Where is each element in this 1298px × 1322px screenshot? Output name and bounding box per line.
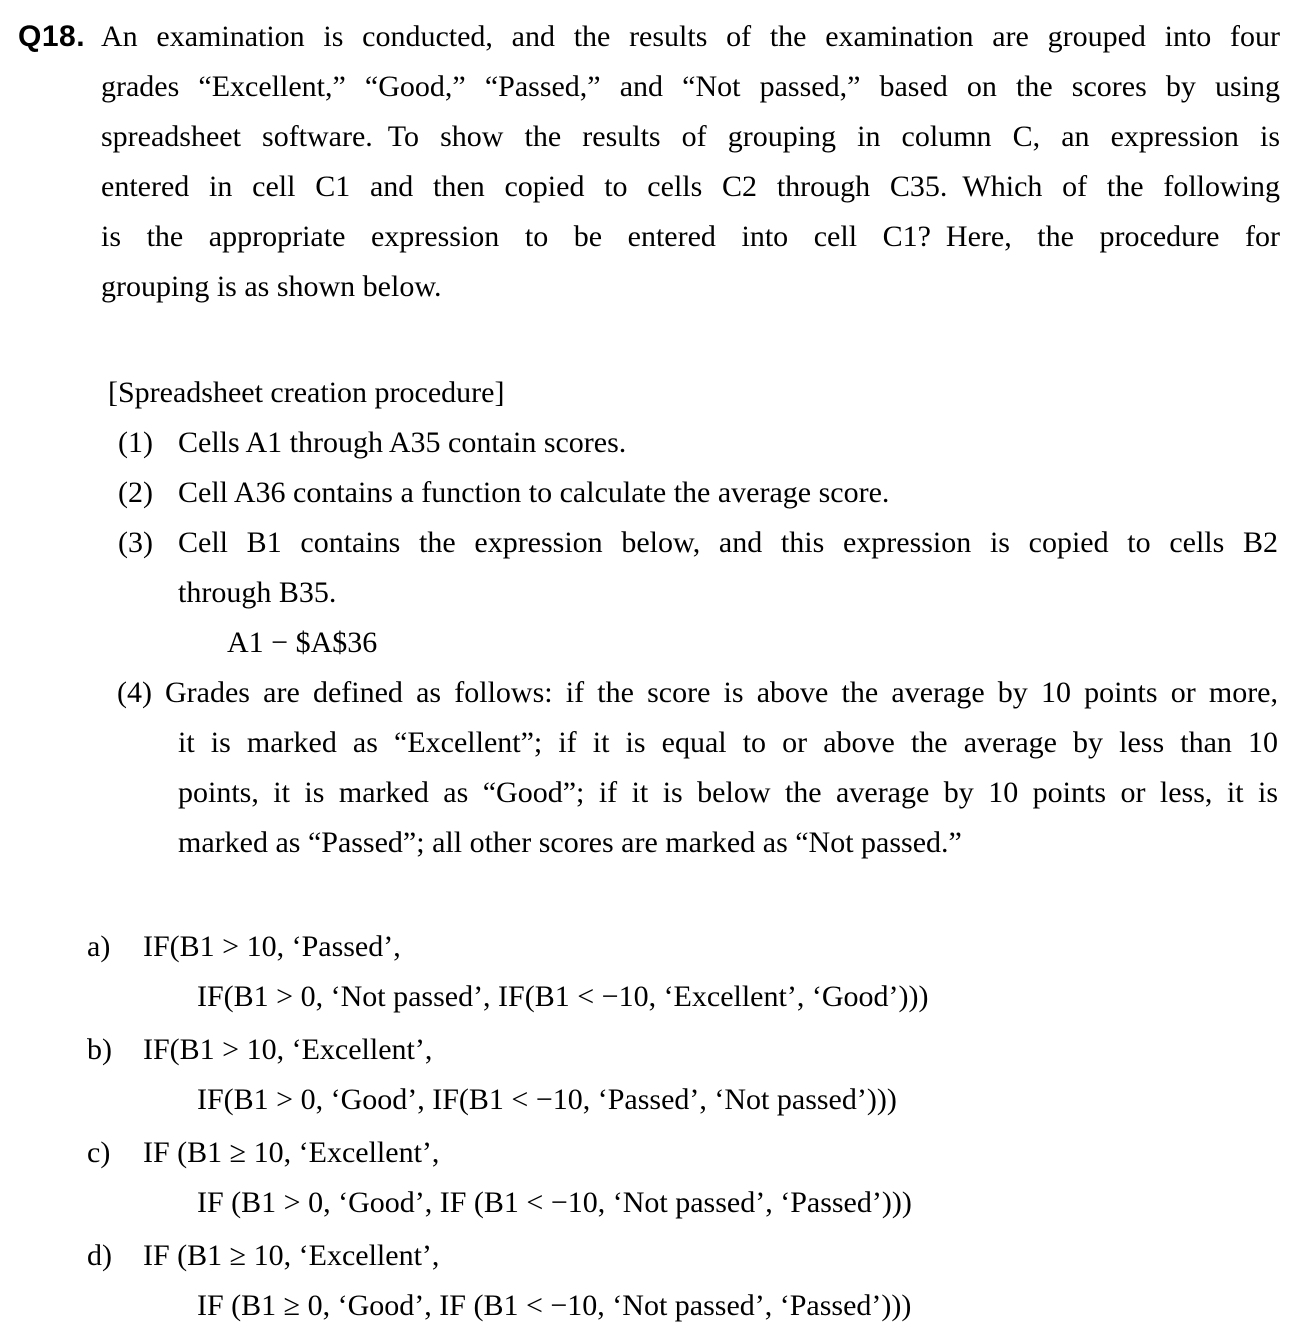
option-expression: IF (B1 ≥ 10, ‘Excellent’,	[143, 1239, 440, 1272]
procedure-heading: [Spreadsheet creation procedure]	[108, 376, 505, 409]
step-line: points, it is marked as “Good”; if it is below the average by 10 points or less, it is	[178, 776, 1278, 809]
step-number: (3)	[118, 526, 153, 559]
answer-option-a	[87, 922, 1298, 1022]
option-line: IF(B1 > 0, ‘Good’, IF(B1 < −10, ‘Passed’, ‘Not passed’)))	[197, 1083, 897, 1116]
step-text: Cell B1 contains the expression below, and this expression is copied to cells B2	[178, 526, 1278, 559]
option-line	[87, 922, 1298, 972]
option-label: b)	[87, 1033, 112, 1066]
question-line: An examination is conducted, and the results of the examination are grouped into four	[101, 20, 1280, 53]
option-expression: IF(B1 > 10, ‘Excellent’,	[143, 1033, 433, 1066]
step-line	[118, 518, 1278, 568]
step-line	[117, 668, 1278, 718]
formula-expression: A1 − $A$36	[227, 626, 378, 659]
option-line: IF(B1 > 0, ‘Not passed’, IF(B1 < −10, ‘Excellent’, ‘Good’)))	[197, 980, 929, 1013]
step-number: (1)	[118, 426, 153, 459]
step-number: (4)	[117, 676, 152, 709]
question-line: grades “Excellent,” “Good,” “Passed,” and “Not passed,” based on the scores by using	[101, 70, 1280, 103]
option-label: c)	[87, 1136, 111, 1169]
step-line: marked as “Passed”; all other scores are marked as “Not passed.”	[178, 826, 962, 859]
question-block	[0, 0, 1298, 312]
option-label: a)	[87, 930, 111, 963]
option-expression: IF(B1 > 10, ‘Passed’,	[143, 930, 401, 963]
procedure-step-2	[118, 468, 1278, 518]
option-line	[87, 1128, 1298, 1178]
option-expression: IF (B1 ≥ 10, ‘Excellent’,	[143, 1136, 440, 1169]
option-line	[87, 1025, 1298, 1075]
question-line: entered in cell C1 and then copied to cells C2 through C35. Which of the following	[101, 170, 1280, 203]
step-text: Cells A1 through A35 contain scores.	[178, 426, 627, 459]
question-number: Q18.	[18, 20, 86, 53]
answer-options	[0, 922, 1298, 1322]
answer-option-b	[87, 1025, 1298, 1125]
step-number: (2)	[118, 476, 153, 509]
step-text: Grades are defined as follows: if the score is above the average by 10 points or more,	[165, 676, 1278, 709]
option-line: IF (B1 ≥ 0, ‘Good’, IF (B1 < −10, ‘Not passed’, ‘Passed’)))	[197, 1289, 912, 1322]
option-label: d)	[87, 1239, 112, 1272]
option-line: IF (B1 > 0, ‘Good’, IF (B1 < −10, ‘Not passed’, ‘Passed’)))	[197, 1186, 912, 1219]
procedure-step-3	[118, 518, 1278, 618]
procedure-list	[117, 418, 1278, 868]
question-line: spreadsheet software. To show the results of grouping in column C, an expression is	[101, 120, 1280, 153]
option-line	[87, 1231, 1298, 1281]
step-line: through B35.	[178, 576, 337, 609]
question-text	[101, 12, 1280, 312]
question-line: grouping is as shown below.	[101, 270, 442, 303]
procedure-step-1	[118, 418, 1278, 468]
procedure-step-4	[117, 668, 1278, 868]
question-line: is the appropriate expression to be entered into cell C1? Here, the procedure for	[101, 220, 1280, 253]
step-text: Cell A36 contains a function to calculate the average score.	[178, 476, 890, 509]
answer-option-c	[87, 1128, 1298, 1228]
answer-option-d	[87, 1231, 1298, 1322]
step-line: it is marked as “Excellent”; if it is equal to or above the average by less than 10	[178, 726, 1278, 759]
